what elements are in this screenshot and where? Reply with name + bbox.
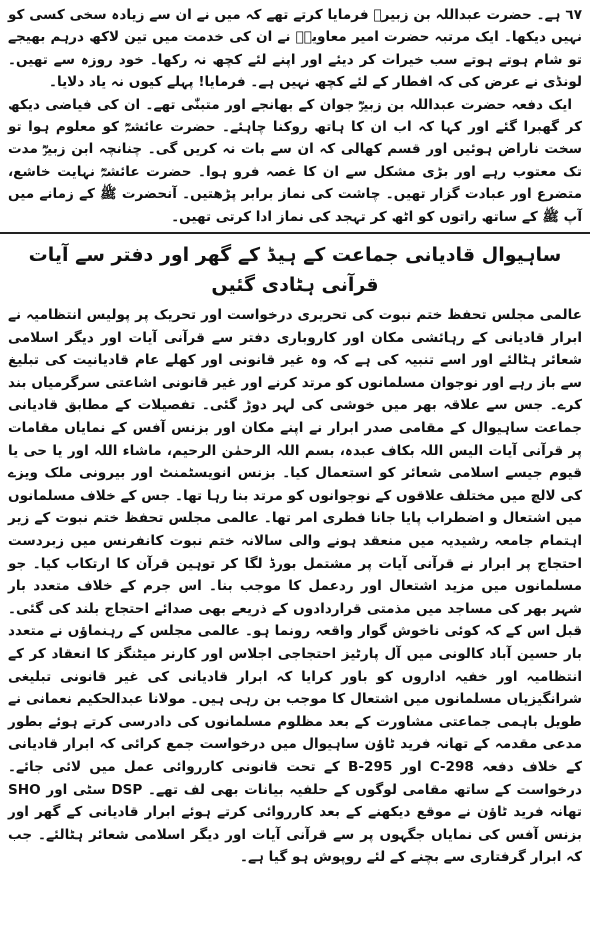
- column-divider: [0, 232, 590, 234]
- continued-article: [8, 4, 582, 228]
- article-headline: ساہیوال قادیانی جماعت کے ہیڈ کے گھر اور دفتر سے آیات قرآنی ہٹادی گئیں: [28, 244, 562, 297]
- article-body: عالمی مجلس تحفظ ختم نبوت کی تحریری درخواست اور تحریک پر پولیس انتظامیہ نے ابرار قادیانی کے رہائشی مکان اور کاروباری دفتر سے قرآنی آیات اور دیگر اسلامی شعائر ہٹالئے اور اسے تنبیہ کی ہے کہ وہ غیر قانونی اور کھلے عام قادیانیت کی تبلیغ سے باز رہے اور نوجوان مسلمانوں کو مرتد کرنے اور غیر قانونی اشاعتی سرگرمیاں بند کرے۔ جس سے علاقہ بھر میں خوشی کی لہر دوڑ گئی۔ تفصیلات کے مطابق قادیانی جماعت ساہیوال کے مقامی صدر ابرار نے اپنے مکان اور بزنس آفس کے نمایاں مقامات پر قرآنی آیات الیس اللہ بکاف عبدہ، بسم اللہ الرحمٰن الرحیم، ماشاء اللہ اور یا حی یا قیوم جیسے اسلامی شعائر کو استعمال کیا۔ بزنس انویسٹمنٹ اور بیرونی ملک ویزے کی لالچ میں مختلف علاقوں کے نوجوانوں کو مرتد بنا رہا تھا۔ جس کے خلاف مسلمانوں میں اشتعال و اضطراب پایا جانا فطری امر تھا۔ عالمی مجلس تحفظ ختم نبوت کے زیر اہتمام جامعہ رشیدیہ میں منعقد ہونے والی سالانہ ختم نبوت کانفرنس میں زبردست احتجاج پر ابرار نے قرآنی آیات پر مشتمل بورڈ لگا کر توہین قرآن کا ارتکاب کیا۔ جو مسلمانوں میں مزید اشتعال اور ردعمل کا موجب بنا۔ اس جرم کے خلاف متعدد بار شہر بھر کی مساجد میں مذمتی قراردادوں کے ذریعے بھی صدائے احتجاج بلند کی گئی۔ قبل اس کے کہ کوئی ناخوش گوار واقعہ رونما ہو۔ عالمی مجلس کے رہنماؤں نے متعدد بار حسین آباد کالونی میں آل پارٹیز احتجاجی اجلاس اور کارنر میٹنگز کا انعقاد کر کے انتظامیہ اور خفیہ اداروں کو باور کرایا کہ ابرار قادیانی کی غیر قانونی تبلیغی شرانگیزیاں مسلمانوں میں اشتعال کا موجب بن رہی ہیں۔ مولانا عبدالحکیم نعمانی نے طویل باہمی جماعتی مشاورت کے بعد مظلوم مسلمانوں کی دادرسی کرتے ہوئے بطور مدعی مقدمہ کے تھانہ فرید ٹاؤن ساہیوال میں درخواست جمع کرائی کہ ابرار قادیانی کے خلاف دفعہ 298-C اور 295-B کے تحت قانونی کارروائی عمل میں لائی جائے۔ درخواست کے ساتھ مقامی لوگوں کے حلفیہ بیانات بھی لف تھے۔ DSP سٹی اور SHO تھانہ فرید ٹاؤن نے موقع دیکھنے کے بعد کارروائی کرتے ہوئے ابرار قادیانی کے گھر اور بزنس آفس کی نمایاں جگہوں پر سے قرآنی آیات اور دیگر اسلامی شعائر ہٹالئے۔ جب کہ ابرار گرفتاری سے بچنے کے لئے روپوش ہو گیا ہے۔: [8, 307, 582, 866]
- article-paragraph: ٦٧ ہے۔ حضرت عبداللہ بن زبیرؓ فرمایا کرتے تھے کہ میں نے ان سے زیادہ سخی کسی کو نہیں دیکھا۔ ایک مرتبہ حضرت امیر معاویہؓ نے ان کی خدمت میں تین لاکھ درہم بھیجے تو شام ہوتے ہوتے سب خیرات کر دیئے اور اپنے لئے کچھ نہ رکھا۔ خود روزہ سے تھیں۔ لونڈی نے عرض کی کہ افطار کے لئے کچھ نہیں ہے۔ فرمایا! پہلے کیوں نہ یاد دلایا۔: [8, 7, 582, 91]
- news-article: [8, 240, 582, 869]
- article-paragraph: ایک دفعہ حضرت عبداللہ بن زبیرؓ جوان کے بھانجے اور متبنّٰی تھے۔ ان کی فیاضی دیکھ کر گھبرا گئے اور کہا کہ اب ان کا ہاتھ روکنا چاہئے۔ حضرت عائشہؓ کو معلوم ہوا تو سخت ناراض ہوئیں اور قسم کھالی کہ ان سے بات نہ کریں گی۔ چنانچہ ابن زبیرؓ مدت تک معتوب رہے اور بڑی مشکل سے ان کا غصہ فرو ہوا۔ حضرت عائشہؓ نہایت خاشع، متضرع اور عبادت گزار تھیں۔ چاشت کی نماز برابر پڑھتیں۔ آنحضرت ﷺ کے زمانے میں آپ ﷺ کے ساتھ راتوں کو اٹھ کر تہجد کی نماز ادا کرتی تھیں۔: [8, 96, 582, 225]
